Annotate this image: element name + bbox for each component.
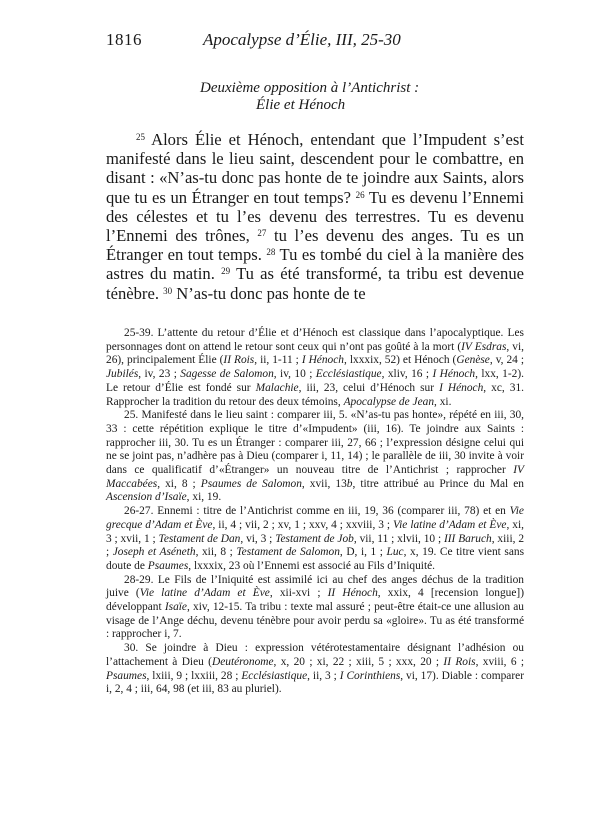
note-text: , xvii, 13 [301,477,347,490]
note-ref: I Hénoch [301,354,345,367]
note-ref: Testament de Job [275,532,354,545]
note-text: , x, 20 ; xi, 22 ; xiii, 5 ; xxx, 20 ; [273,655,444,668]
note-ref: II Rois [223,354,255,367]
note-text: , titre attribué au Prince du Mal en [352,477,524,490]
note-text: , ii, 4 ; vii, 2 ; xv, 1 ; xxv, 4 ; xxviii, 3 ; [212,518,394,531]
note-ref: I Corinthiens [339,669,401,682]
note-ref: Vie grecque d’Adam et Ève [106,505,524,531]
note-ref: I Hénoch [432,368,476,381]
note-ref: Vie latine d’Adam et Ève [393,518,507,531]
note-text: , x, 19. Ce titre vient sans doute de [106,546,525,572]
note-text: , xi, 8 ; [157,477,201,490]
note-ref: Joseph et Aséneth [112,546,196,559]
note-text: 26-27. Ennemi : titre de l’Antichrist comme en iii, 19, 36 (comparer iii, 78) et en [124,505,510,518]
note-text: , lxiii, 9 ; lxxiii, 28 ; [146,669,242,682]
verse-25: Alors Élie et Hénoch, entendant que l’Impudent s’est manifesté dans le lieu saint, descendent pour le combattre, en disant : «N’as-tu donc pas honte de te joindre aux Saints, alors que tu es un Étranger en tout temps? [106,130,524,207]
note-ref: Apocalypse de Jean [343,395,435,408]
note-text: , ii, 1-11 ; [254,354,302,367]
note-text: , xxix, 4 [recension longue]) développant [106,587,524,614]
verse-number: 27 [257,228,267,239]
page-number: 1816 [106,30,142,49]
note-text: , D, i, 1 ; [339,546,387,559]
note-text: , v, 24 ; [489,354,525,367]
note-text: , vi, 26), principalement Élie ( [106,340,524,367]
note-text: , xiv, 12-15. Ta tribu : texte mal assuré ; peut-être était-ce une allusion au visage de l’Ange déchu, devenu ténèbre pour avoir perdu sa «gloire». Tu as été transformé : rapprocher i, 7. [106,601,524,641]
note-ref: Vie latine d’Adam et Ève [139,587,270,600]
verse-number: 26 [355,189,365,200]
note-text: 25. Manifesté dans le lieu saint : comparer iii, 5. «N’as-tu pas honte», répété en iii, 30, 33 : cette répétition explique le titre d’«Impudent» (iii, 16). Te joindre aux Saints : rapprocher iii, 30. Tu es un Étranger : comparer iii, 27, 66 ; l’expression désigne celui qui ne se joint pas, n’adhère pas à Dieu (comparer i, 11, 14) ; le parallèle de iii, 30 invite à voir dans ce qualificatif d’«Étranger» un nouveau titre de l’Antichrist ; rapprocher [106,409,524,477]
note-text: , xi, 19. [186,491,222,504]
note-ref: III Baruch [443,532,492,545]
section-title-line-2: Élie et Hénoch [256,97,346,113]
note-text: 30. Se joindre à Dieu : expression vétérotestamentaire désignant l’adhésion ou l’attachement à Dieu ( [106,642,524,668]
note-text: , xc, 31. Rapprocher la tradition du retour des deux témoins, [106,381,524,408]
note-26-27 [106,505,524,574]
note-ref: I Hénoch [439,381,484,394]
note-text: , xiii, 2 ; [106,532,525,559]
verse-29: Tu as été transformé, ta tribu est devenue ténèbre. [106,264,524,303]
note-text: 25-39. L’attente du retour d’Élie et d’Hénoch est classique dans l’apocalyptique. Les personnages dont on attend le retour sont ceux qui n’ont pas goûté à la mort ( [106,327,524,353]
page-header [106,30,506,50]
section-title-line-1: Deuxième opposition à l’Antichrist : [200,80,420,96]
note-ref: Genèse [456,354,490,367]
note-text: , lxxxix, 23 où l’Ennemi est associé au Fils d’Iniquité. [188,559,436,572]
note-30 [106,642,524,697]
verse-number: 25 [136,132,145,142]
verse-number: 30 [163,285,173,296]
note-ref: Luc [386,546,404,559]
note-ref: Ecclésiastique [315,368,382,381]
running-title: Apocalypse d’Élie, III, 25-30 [203,30,401,49]
note-text: , xii, 8 ; [195,546,237,559]
note-ref: Malachie [255,381,299,394]
main-text [106,130,524,303]
note-ref: Sagesse de Salomon [180,368,274,381]
note-text: , lxxxix, 52) et Hénoch ( [344,354,457,367]
note-ref: Isaïe [164,601,187,614]
note-text: , xii-xvi ; [269,587,328,600]
verse-27: tu l’es devenu des anges. Tu es un Étranger en tout temps. [106,226,524,265]
verse-number: 29 [221,266,231,277]
note-ref: II Hénoch [327,587,378,600]
note-text: , xviii, 6 ; [475,655,525,668]
note-ref: Testament de Salomon [236,546,340,559]
note-ref: Jubilés [106,368,139,381]
verse-26: Tu es devenu l’Ennemi des célestes et tu l’es devenu des terrestres. Tu es devenu l’Ennemi des trônes, [106,187,524,246]
note-ref: Ecclésiastique [241,669,308,682]
footnotes [106,327,524,697]
verse-30: N’as-tu donc pas honte de te [172,283,366,303]
note-25 [106,409,524,505]
note-ref: Psaumes [106,669,147,682]
note-ref: Psaumes [147,559,189,572]
note-ref: Psaumes de Salomon [200,477,302,490]
note-ref: Ascension d’Isaïe [106,491,187,504]
verse-number: 28 [266,247,276,258]
note-text: , lxx, 1-2). Le retour d’Élie est fondé sur [106,368,524,394]
note-text: , vi, 17). Diable : comparer i, 2, 4 ; iii, 64, 98 (et iii, 83 au pluriel). [106,669,524,696]
note-ref: IV Esdras [461,340,507,353]
note-text: , iii, 23, celui d’Hénoch sur [298,381,440,394]
note-ref: II Rois [443,655,476,668]
note-28-29 [106,574,524,643]
verse-28: Tu es tombé du ciel à la manière des astres du matin. [106,245,525,284]
note-text: , iv, 23 ; [138,368,181,381]
note-ref: Deutéronome [211,655,274,668]
note-ref: b [346,477,353,490]
note-text: , vii, 11 ; xlvii, 10 ; [353,532,444,545]
note-text: , iv, 10 ; [273,368,316,381]
note-text: , xi. [434,395,452,408]
note-text: , vi, 3 ; [240,532,276,545]
note-text: 28-29. Le Fils de l’Iniquité est assimilé ici au chef des anges déchus de la tradition juive ( [106,573,524,600]
note-text: , xi, 3 ; xvii, 1 ; [106,518,524,545]
note-25-39 [106,327,524,409]
verse-paragraph [106,130,524,303]
section-title [200,80,520,114]
note-text: , xliv, 16 ; [381,368,433,381]
note-ref: Testament de Dan [158,532,241,545]
note-text: , ii, 3 ; [307,669,340,682]
note-ref: IV Maccabées [106,464,524,490]
